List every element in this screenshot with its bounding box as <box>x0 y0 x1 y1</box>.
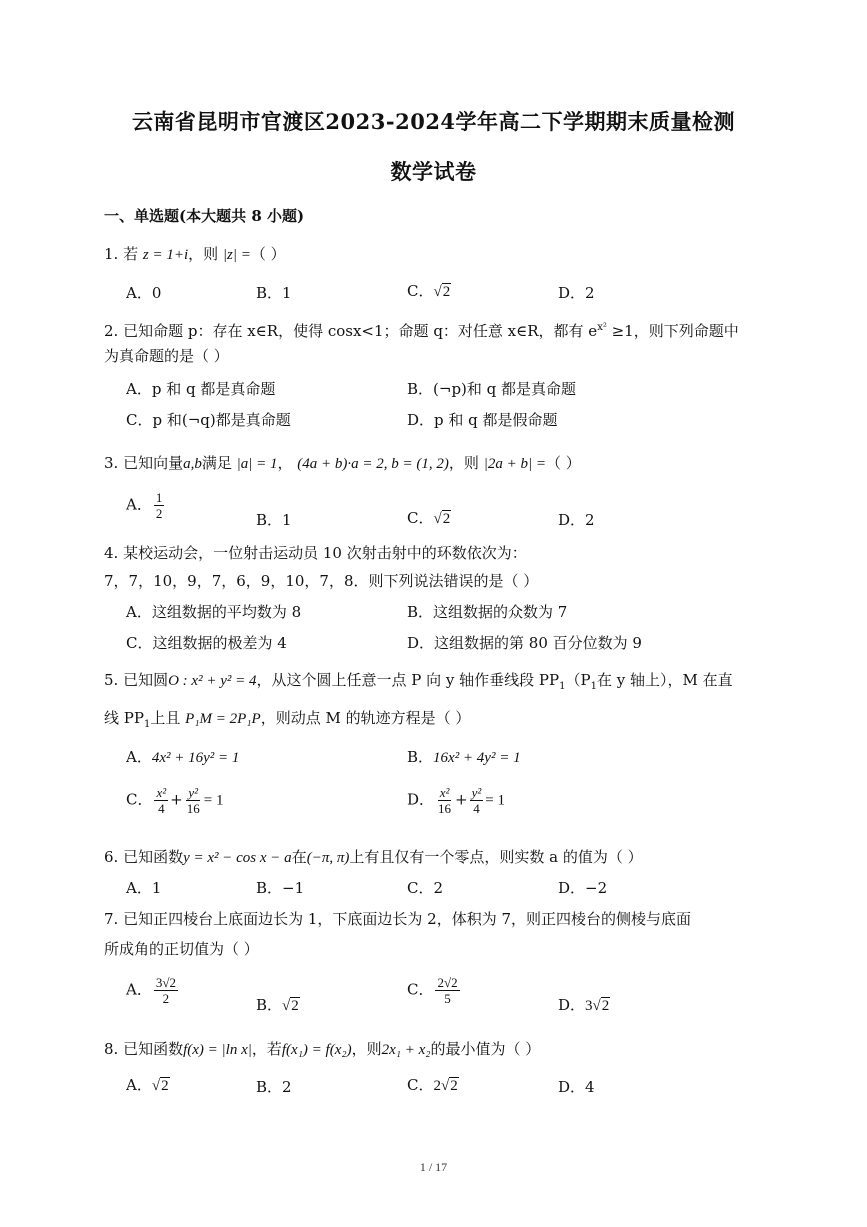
question-1-stem: 1. 若 z = 1+i，则 |z| =（ ） <box>104 245 286 263</box>
fraction: $\frac{3√2}{2}$ <box>155 975 176 1006</box>
sqrt-symbol: √2 <box>440 1078 458 1094</box>
q1-option-d[interactable]: D．2 <box>558 284 595 302</box>
question-6-stem: 6. 已知函数y = x² − cos x − a在(−π, π)上有且仅有一个零点，则实数 a 的值为（ ） <box>104 848 643 866</box>
section-heading: 一、单选题(本大题共 8 小题) <box>104 207 305 225</box>
q5-option-b[interactable]: B．16x² + 4y² = 1 <box>407 748 521 766</box>
q7-option-c[interactable]: C． $\frac{2√2}{5}$ <box>407 975 458 1006</box>
sqrt-symbol: √2 <box>282 998 299 1014</box>
q3-option-a[interactable]: A． $\frac{1}{2}$ <box>126 490 163 521</box>
question-7-line-2: 所成角的正切值为（ ） <box>104 940 259 958</box>
q1-option-a[interactable]: A．0 <box>126 284 162 302</box>
q6-option-a[interactable]: A．1 <box>126 879 162 897</box>
sqrt-symbol: √2 <box>592 998 610 1014</box>
fraction: $\frac{\text{y²}}{4}$ <box>471 785 482 816</box>
fraction: $\frac{\text{x²}}{4}$ <box>156 785 167 816</box>
question-5-line-1: 5. 已知圆O : x² + y² = 4，从这个圆上任意一点 P 向 y 轴作垂线段 $PP_1(P_1$在 y 轴上），M 在直 <box>104 671 733 692</box>
q3-option-c[interactable]: C．√2 <box>407 509 451 527</box>
q4-option-b[interactable]: B．这组数据的众数为 7 <box>407 603 568 621</box>
fraction: $\frac{\text{x²}}{16}$ <box>438 785 452 816</box>
q5-option-c[interactable]: C． $\frac{\text{x²}}{4}$ + $\frac{\text{y²}}{16}$ = 1 <box>126 785 224 816</box>
sqrt-symbol: √2 <box>433 511 451 527</box>
q2-option-c[interactable]: C．p 和(¬q)都是真命题 <box>126 411 291 429</box>
q8-option-b[interactable]: B．2 <box>256 1078 292 1096</box>
q7-option-b[interactable]: B．√2 <box>256 996 299 1014</box>
fraction: $\frac{1}{2}$ <box>155 490 163 521</box>
q1-option-b[interactable]: B．1 <box>256 284 292 302</box>
sqrt-symbol: √2 <box>433 284 451 300</box>
q6-option-c[interactable]: C．2 <box>407 879 444 897</box>
q8-option-c[interactable]: C．2√2 <box>407 1076 458 1094</box>
question-7-line-1: 7. 已知正四棱台上底面边长为 1，下底面边长为 2，体积为 7，则正四棱台的侧棱与底面 <box>104 910 692 928</box>
exam-subtitle: 数学试卷 <box>390 159 477 184</box>
fraction: $\frac{\text{y²}}{16}$ <box>186 785 200 816</box>
fraction: $\frac{2√2}{5}$ <box>437 975 458 1006</box>
question-8-stem: 8. 已知函数f(x) = |ln x|，若f(x₁) = f(x₂)，则2x₁ + x₂的最小值为（ ） <box>104 1040 541 1058</box>
sqrt-symbol: √2 <box>151 1078 169 1094</box>
q2-option-a[interactable]: A．p 和 q 都是真命题 <box>126 380 276 398</box>
q7-option-d[interactable]: D．3√2 <box>558 996 610 1014</box>
q8-option-a[interactable]: A．√2 <box>126 1076 169 1094</box>
question-3-stem: 3. 已知向量a,b满足 |a| = 1， (4a + b)·a = 2, b = (1, 2)，则 |2a + b| =（ ） <box>104 454 581 472</box>
q4-option-a[interactable]: A．这组数据的平均数为 8 <box>126 603 302 621</box>
q8-option-d[interactable]: D．4 <box>558 1078 595 1096</box>
q6-option-b[interactable]: B．−1 <box>256 879 305 897</box>
q1-option-c[interactable]: C．√2 <box>407 282 451 300</box>
q2-option-d[interactable]: D．p 和 q 都是假命题 <box>407 411 558 429</box>
q4-option-d[interactable]: D．这组数据的第 80 百分位数为 9 <box>407 634 642 652</box>
question-2-line-1: 2. 已知命题 p：存在 x∈R，使得 cosx<1；命题 q：对任意 x∈R，都有 $e^{x^2} \ge 1$，则下列命题中 <box>104 322 739 340</box>
page-number: 1 / 17 <box>419 1160 448 1174</box>
q5-option-d[interactable]: D． $\frac{\text{x²}}{16}$ + $\frac{\text{y²}}{4}$ = 1 <box>407 785 505 816</box>
question-5-line-2: 线 $PP_1$上且 P₁M = 2P₁P，则动点 M 的轨迹方程是（ ） <box>104 709 471 730</box>
q3-option-b[interactable]: B．1 <box>256 511 292 529</box>
q6-option-d[interactable]: D．−2 <box>558 879 608 897</box>
question-2-line-2: 为真命题的是（ ） <box>104 347 229 365</box>
q5-option-a[interactable]: A．4x² + 16y² = 1 <box>126 748 240 766</box>
q2-option-b[interactable]: B．(¬p)和 q 都是真命题 <box>407 380 577 398</box>
q3-option-d[interactable]: D．2 <box>558 511 595 529</box>
question-4-line-2: 7，7，10，9，7，6，9，10，7，8．则下列说法错误的是（ ） <box>104 572 539 590</box>
exam-title: 云南省昆明市官渡区2023-2024学年高二下学期期末质量检测 <box>131 109 736 134</box>
question-4-line-1: 4. 某校运动会，一位射击运动员 10 次射击射中的环数依次为： <box>104 544 527 562</box>
q4-option-c[interactable]: C．这组数据的极差为 4 <box>126 634 287 652</box>
q7-option-a[interactable]: A． $\frac{3√2}{2}$ <box>126 975 176 1006</box>
